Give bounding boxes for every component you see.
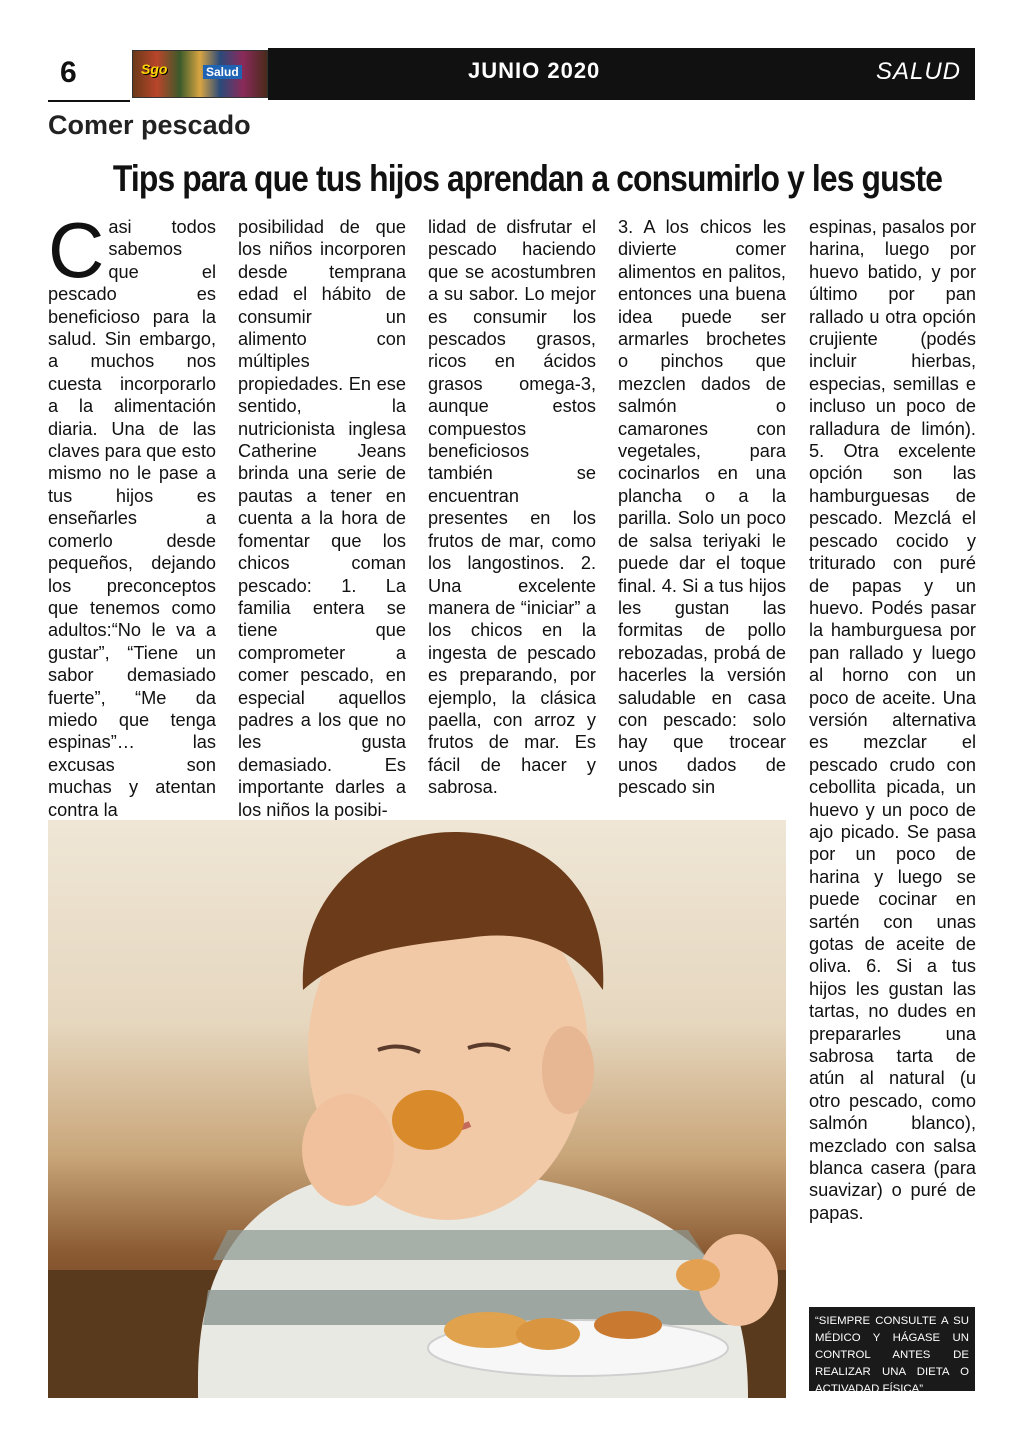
child-ear [542,1026,594,1114]
column-1-text: asi todos sabemos que el pescado es beneficioso para la salud. Sin embargo, a muchos nos cuesta incorporarlo a la alimentación diaria. Una de las claves para que esto mismo no le pase a tus hijos es enseñarles a comerlo desde pequeños, dejando los preconceptos que tenemos como adultos:“No le va a gustar”, “Tiene un sabor demasiado fuerte”, “Me da miedo que tenga espinas”… las excusas son muchas y atentan contra la [48,217,216,820]
article-column-3 [428,216,596,800]
page-number: 6 [60,56,77,89]
column-2-text: posibilidad de que los niños incorporen desde temprana edad el hábito de consumir un alimento con múltiples propiedades. En ese sentido, la nutricionista inglesa Catherine Jeans brinda una serie de pautas a tener en cuenta a la hora de fomentar que los chicos coman pescado: 1. La familia entera se tiene que comprometer a comer pescado, en especial aquellos padres a los que no les gusta demasiado. Es importante darles a los niños la posibi- [238,217,406,820]
logo-text-salud: Salud [203,65,242,79]
column-3-text: lidad de disfrutar el pescado haciendo que se acostumbren a su sabor. Lo mejor es consumir los pescados grasos, ricos en ácidos grasos omega-3, aunque estos compuestos beneficiosos también se encuentran presentes en los frutos de mar, como los langostinos. 2. Una excelente manera de “iniciar” a los chicos en la ingesta de pescado es preparando, por ejemplo, la clásica paella, con arroz y frutos de mar. Es fácil de hacer y sabrosa. [428,217,596,798]
medical-notice-box: “SIEMPRE CONSULTE A SU MÉDICO Y HÁGASE UN CONTROL ANTES DE REALIZAR UNA DIETA O ACTIVADAD FÍSICA” [809,1307,975,1391]
fish-nugget [392,1090,464,1150]
nugget-on-plate-3 [594,1311,662,1339]
article-photo-child-eating-fish [48,820,786,1398]
logo-text-sgo: Sgo [141,61,168,77]
drop-cap: C [48,206,105,294]
header-bar [268,48,975,100]
shirt-stripe-2 [213,1230,708,1260]
column-4-text: 3. A los chicos les divierte comer alimentos en palitos, entonces una buena idea puede ser armarles brochetes o pinchos que mezclen dados de salmón o camarones con vegetales, para cocinarlos en una plancha o a la parilla. Solo un poco de salsa teriyaki le puede dar el toque final. 4. Si a tus hijos les gustan las formitas de pollo rebozadas, probá de hacerles la versión saludable en casa con pescado: solo hay que trocear unos dados de pescado sin [618,217,786,798]
page-number-box [48,48,130,102]
photo-illustration [48,820,786,1398]
article-column-2 [238,216,406,820]
article-column-1 [48,206,216,820]
raised-hand [302,1094,394,1206]
article-column-4 [618,216,786,800]
column-5-text: espinas, pasalos por harina, luego por huevo batido, y por último por pan rallado u otra opción crujiente (podés incluir hierbas, especias, semillas e incluso un poco de ralladura de limón). 5. Otra excelente opción son las hamburguesas de pescado. Mezclá el pescado cocido y triturado con puré de papas y un huevo. Podés pasar la hamburguesa por pan rallado y luego al horno con un poco de aceite. Una versión alternativa es mezclar el pescado crudo con cebollita picada, un huevo y un poco de ajo picado. Se pasa por un poco de harina y luego se puede cocinar en sartén con unas gotas de aceite de oliva. 6. Si a tus hijos les gustan las tartas, no dudes en prepararles una sabrosa tarta de atún al natural (u otro pescado, como salmón blanco), mezclado con salsa blanca casera (para suavizar) o puré de papas. [809,217,976,1223]
publication-logo [132,50,268,98]
nugget-on-plate-2 [516,1318,580,1350]
article-column-5 [809,216,976,1296]
page-header [48,48,975,100]
section-name: SALUD [875,58,961,85]
article-kicker: Comer pescado [48,110,251,140]
small-nugget [676,1259,720,1291]
article-headline: Tips para que tus hijos aprendan a consumirlo y les guste [112,158,943,199]
issue-date: JUNIO 2020 [468,58,601,83]
